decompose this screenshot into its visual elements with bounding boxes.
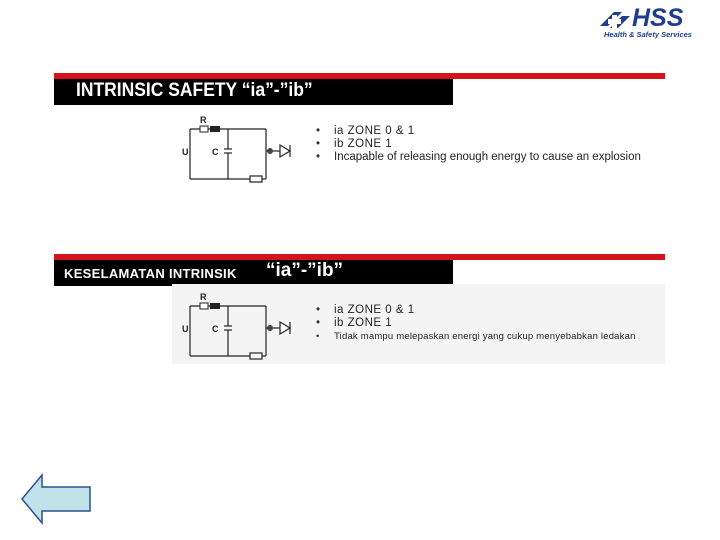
slide-english bbox=[54, 73, 665, 188]
label-c: C bbox=[212, 324, 219, 334]
label-u: U bbox=[182, 147, 189, 157]
back-arrow-button[interactable] bbox=[20, 473, 92, 525]
bullet-item: • ib ZONE 1 bbox=[316, 317, 636, 330]
slide-title-suffix: “ia”-”ib” bbox=[266, 260, 344, 281]
label-r: R bbox=[200, 292, 207, 302]
bullet-item: • ia ZONE 0 & 1 bbox=[316, 125, 641, 138]
title-bar bbox=[54, 260, 453, 286]
bullet-item: • ia ZONE 0 & 1 bbox=[316, 304, 636, 317]
bullet-item: • Tidak mampu melepaskan energi yang cukup menyebabkan ledakan bbox=[316, 330, 636, 343]
circuit-diagram bbox=[182, 113, 302, 185]
title-bar bbox=[54, 79, 453, 105]
slide-title-main: KESELAMATAN INTRINSIK bbox=[64, 266, 237, 281]
label-c: C bbox=[212, 147, 219, 157]
slide-indonesian bbox=[54, 254, 665, 369]
slide-title: INTRINSIC SAFETY “ia”-”ib” bbox=[76, 80, 313, 101]
bullet-item: • ib ZONE 1 bbox=[316, 138, 641, 151]
hss-logo bbox=[596, 6, 714, 40]
bullet-list bbox=[316, 125, 641, 164]
circuit-diagram bbox=[182, 290, 302, 362]
logo-text: HSS bbox=[632, 4, 684, 32]
label-r: R bbox=[200, 115, 207, 125]
label-u: U bbox=[182, 324, 189, 334]
bullet-list bbox=[316, 304, 636, 343]
logo-subtitle: Health & Safety Services bbox=[604, 30, 692, 39]
bullet-item: • Incapable of releasing enough energy to cause an explosion bbox=[316, 151, 641, 164]
